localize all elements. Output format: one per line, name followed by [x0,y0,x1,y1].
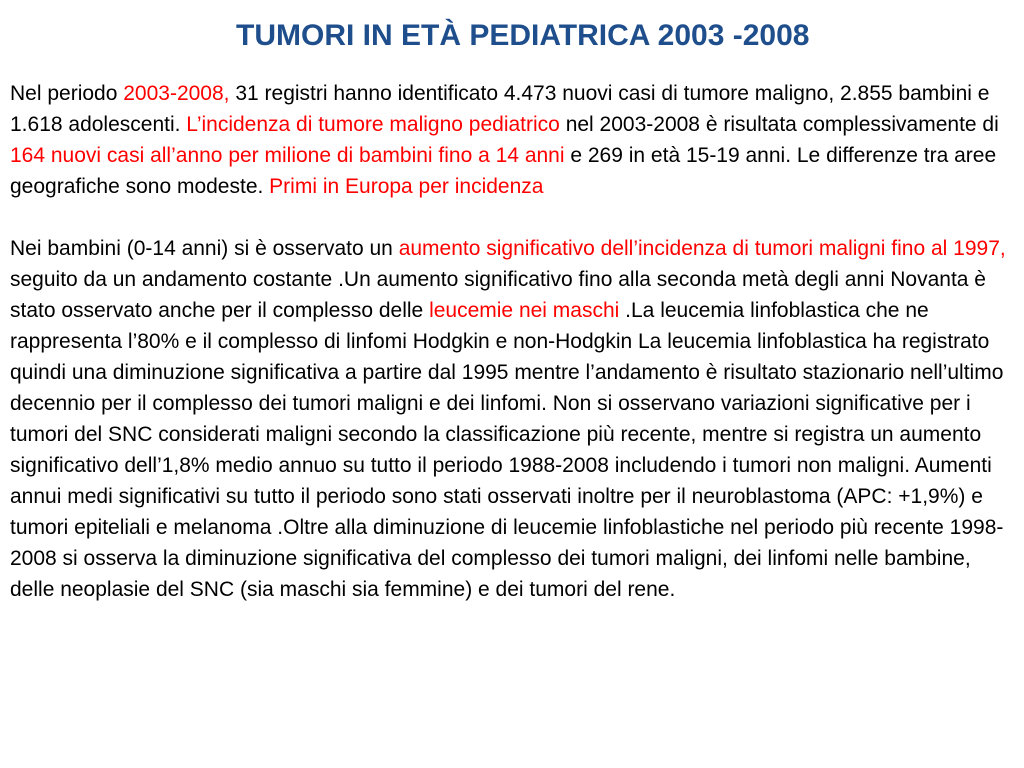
text-run: e 269 in età 15-19 anni. Le differenze tra aree geografiche sono modeste. [10,144,997,198]
text-run: .La leucemia linfoblastica che ne rappresenta l’80% e il complesso di linfomi Hodgkin e non-Hodgkin La leucemia linfoblastica ha registrato quindi una diminuzione significativa a partire dal 1995 mentre l’andamento è risultato stazionario nell’ultimo decennio per il complesso dei tumori maligni e dei linfomi. Non si osservano variazioni significative per i tumori del SNC considerati maligni secondo la classificazione più recente, mentre si registra un aumento significativo dell’1,8% medio annuo su tutto il periodo 1988-2008 includendo i tumori non maligni. Aumenti annui medi significativi su tutto il periodo sono stati osservati inoltre per il neuroblastoma (APC: +1,9%) e tumori epiteliali e melanoma .Oltre alla diminuzione di leucemie linfoblastiche nel periodo più recente 1998-2008 si osserva la diminuzione significativa del complesso dei tumori maligni, dei linfomi nelle bambine, delle neoplasie del SNC (sia maschi sia femmine) e dei tumori del rene. [10,299,1004,601]
highlight-incidence: L’incidenza di tumore maligno pediatrico [186,113,560,136]
highlight-period: 2003-2008, [123,82,230,105]
text-run: seguito da un andamento costante .Un aumento significativo fino alla seconda metà degli anni Novanta è stato osservato anche per il complesso delle [10,268,986,322]
highlight-rate: 164 nuovi casi all’anno per milione di bambini fino a 14 anni [10,144,565,167]
highlight-increase: aumento significativo dell’incidenza di tumori maligni fino al 1997, [398,237,1006,260]
paragraph-incidence [10,78,1018,202]
slide-title: TUMORI IN ETÀ PEDIATRICA 2003 -2008 [236,19,810,52]
slide-body [10,78,1018,605]
text-run: nel 2003-2008 è risultata complessivamente di [559,113,999,136]
paragraph-trends [10,233,1018,605]
text-run: Nel periodo [10,82,124,105]
highlight-europe: Primi in Europa per incidenza [269,175,544,198]
text-run: 31 registri hanno identificato 4.473 nuovi casi di tumore maligno, 2.855 bambini e 1.618 adolescenti. [10,82,990,136]
highlight-leukemia: leucemie nei maschi [429,299,620,322]
text-run: Nei bambini (0-14 anni) si è osservato un [10,237,399,260]
